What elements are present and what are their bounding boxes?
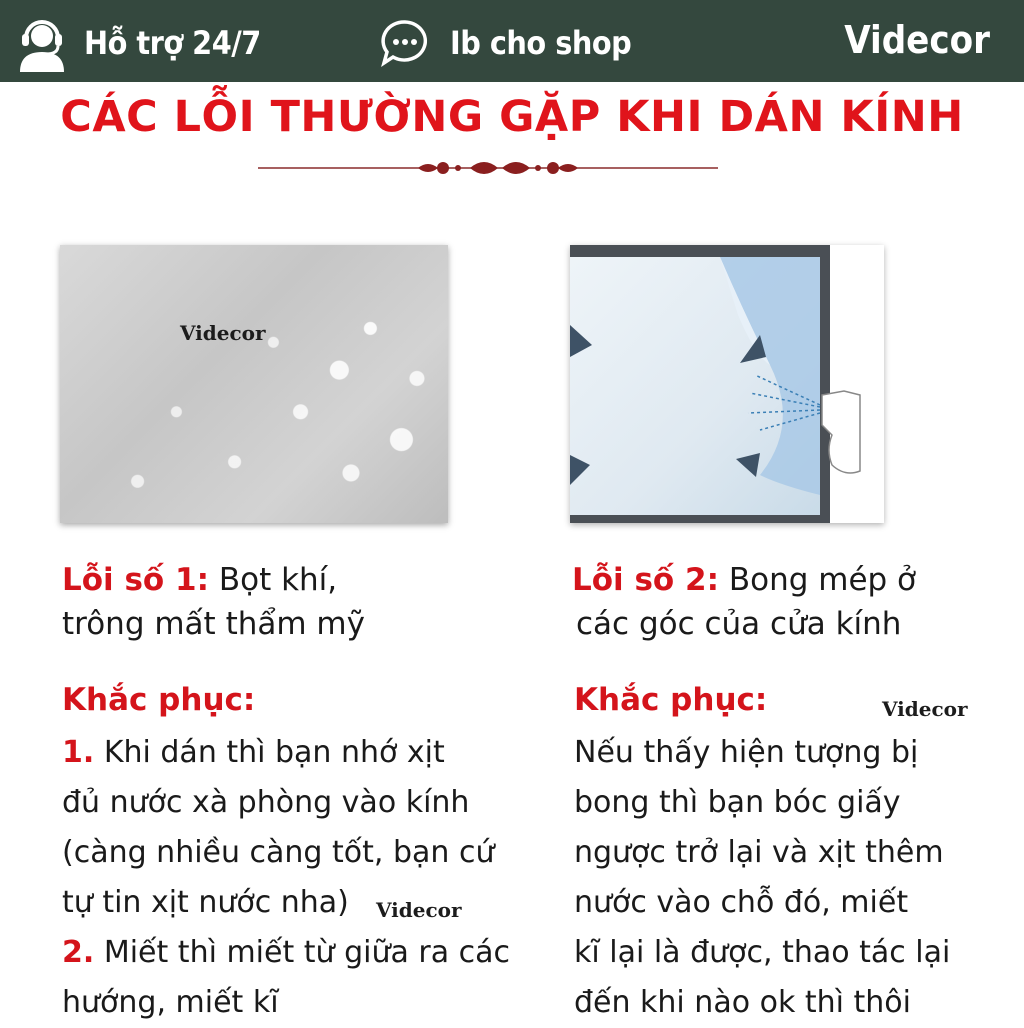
fix-2-line: bong thì bạn bóc giấy bbox=[574, 785, 901, 820]
customer-support-icon bbox=[16, 16, 68, 72]
top-banner bbox=[0, 0, 1024, 82]
chat-bubble-icon bbox=[380, 18, 430, 68]
support-label[interactable]: Hỗ trợ 24/7 bbox=[84, 24, 261, 62]
fix-2-heading: Khắc phục: bbox=[574, 682, 768, 718]
step-2-line2: hướng, miết kĩ bbox=[62, 985, 279, 1020]
fix-2-line: ngược trở lại và xịt thêm bbox=[574, 835, 944, 870]
fix-2-line: kĩ lại là được, thao tác lại bbox=[574, 935, 951, 970]
fix-1-steps bbox=[62, 728, 510, 1028]
watermark-right: Videcor bbox=[882, 697, 968, 721]
error-1-text-line2: trông mất thẩm mỹ bbox=[62, 606, 365, 642]
error-1-caption bbox=[62, 558, 365, 646]
peeling-edges-illustration bbox=[570, 245, 884, 523]
step-2-line1: Miết thì miết từ giữa ra các bbox=[103, 935, 511, 970]
step-1-line1: Khi dán thì bạn nhớ xịt bbox=[103, 735, 445, 770]
brand-logo-text: Videcor bbox=[844, 18, 990, 62]
chat-label[interactable]: Ib cho shop bbox=[450, 24, 632, 62]
step-1-line3: (càng nhiều càng tốt, bạn cứ bbox=[62, 835, 495, 870]
watermark-left: Videcor bbox=[376, 898, 462, 922]
photo-watermark: Videcor bbox=[180, 321, 266, 345]
error-1-label: Lỗi số 1: bbox=[62, 562, 209, 598]
step-1-line2: đủ nước xà phòng vào kính bbox=[62, 785, 470, 820]
error-2-caption bbox=[572, 558, 916, 646]
fix-2-line: Nếu thấy hiện tượng bị bbox=[574, 735, 919, 770]
step-1-number: 1. bbox=[62, 735, 95, 770]
error-2-text-line2: các góc của cửa kính bbox=[576, 606, 902, 642]
error-2-text-line1: Bong mép ở bbox=[728, 562, 917, 598]
fix-2-text bbox=[574, 728, 950, 1028]
error-2-label: Lỗi số 2: bbox=[572, 562, 719, 598]
bubbles-photo bbox=[60, 245, 448, 523]
divider-ornament bbox=[258, 154, 718, 182]
fix-2-line: nước vào chỗ đó, miết bbox=[574, 885, 909, 920]
step-1-line4: tự tin xịt nước nha) bbox=[62, 885, 349, 920]
error-1-text-line1: Bọt khí, bbox=[218, 562, 338, 598]
step-2-number: 2. bbox=[62, 935, 95, 970]
fix-1-heading: Khắc phục: bbox=[62, 682, 256, 718]
page-title: CÁC LỖI THƯỜNG GẶP KHI DÁN KÍNH bbox=[60, 92, 964, 142]
fix-2-line: đến khi nào ok thì thôi bbox=[574, 985, 911, 1020]
